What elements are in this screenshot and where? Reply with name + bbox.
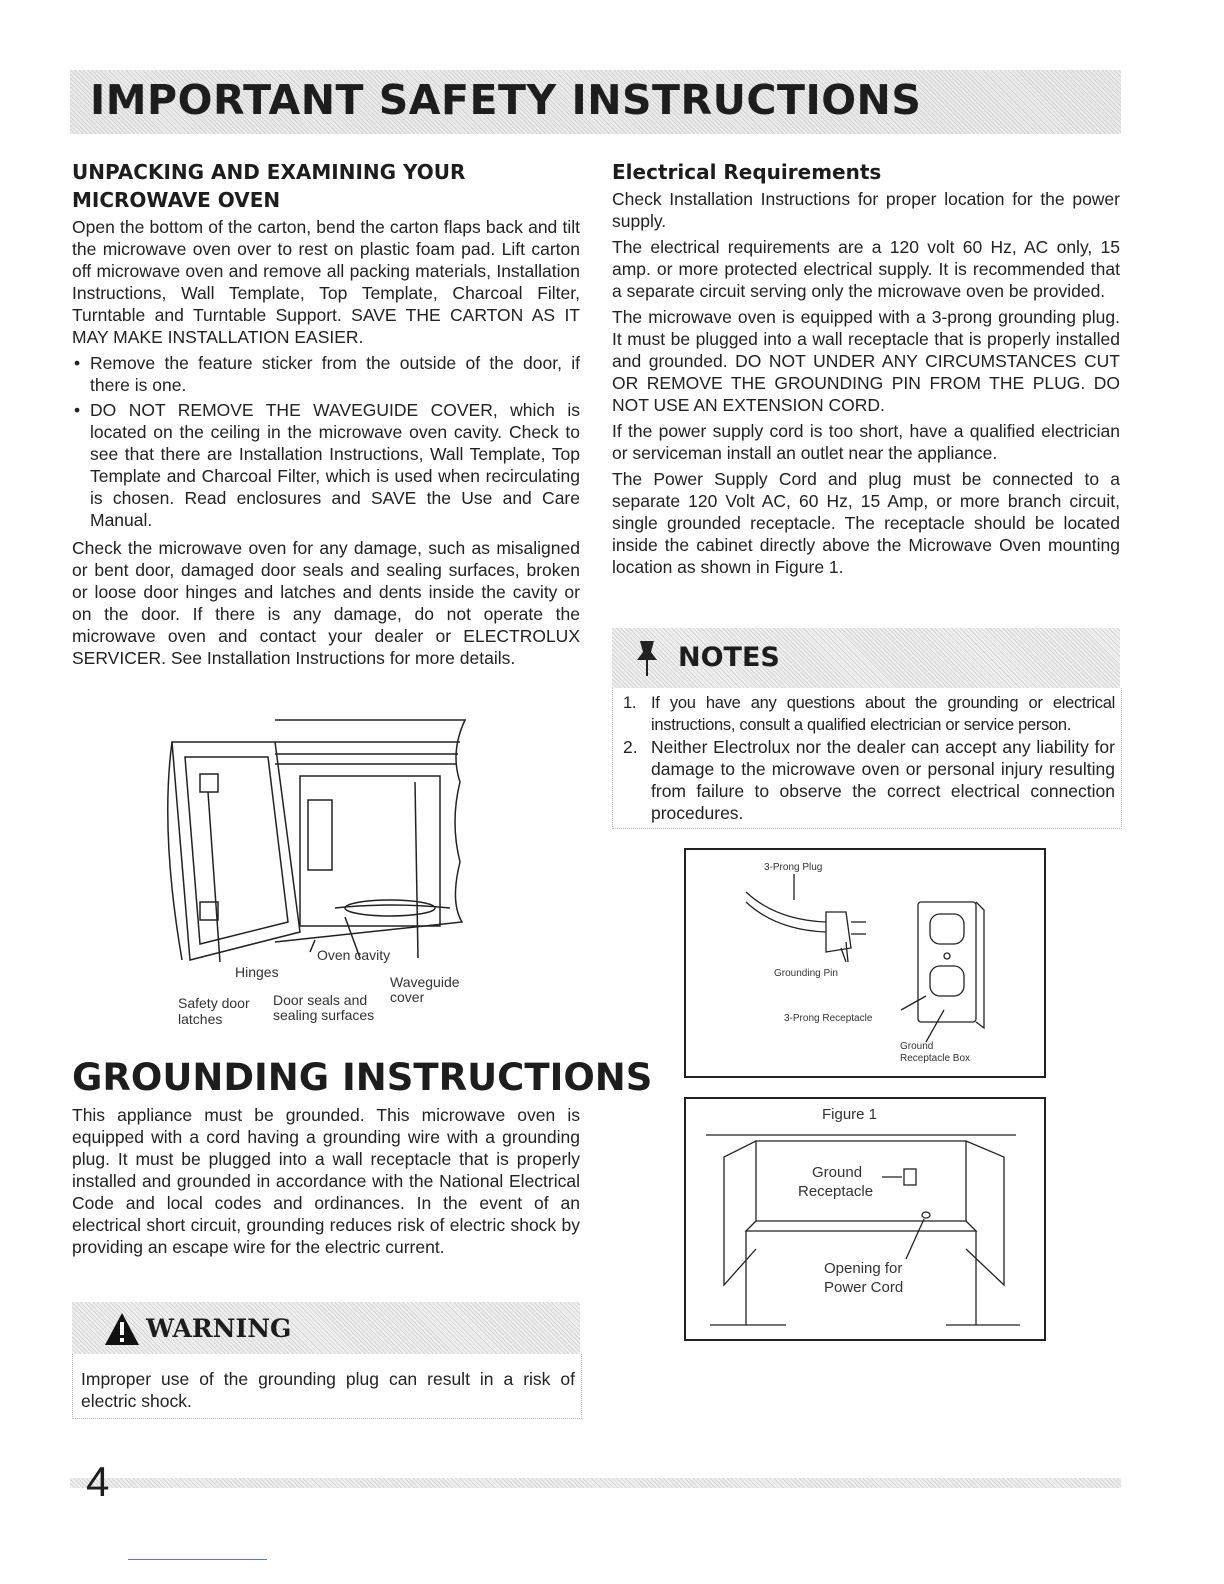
label-oven-cavity: Oven cavity: [317, 947, 391, 963]
label-opening: Opening for: [824, 1260, 903, 1277]
note-item: [623, 692, 1115, 736]
label-door-seals: Door seals and: [273, 992, 368, 1008]
unpacking-intro: Open the bottom of the carton, bend the carton flaps back and tilt the microwave oven over to rest on plastic foam pad. Lift carton off microwave oven and remove all packing materials, Installation Instructions, Wall Template, Top Template, Charcoal Filter, Turntable and Turntable Support. SAVE THE CARTON AS IT MAY MAKE INSTALLATION EASIER.: [72, 217, 580, 347]
label-receptacle: 3-Prong Receptacle: [784, 1013, 873, 1024]
electrical-heading: Electrical Requirements: [612, 160, 882, 184]
electrical-paragraph: Check Installation Instructions for proper location for the power supply.: [612, 189, 1120, 231]
grounding-title: GROUNDING INSTRUCTIONS: [72, 1056, 653, 1099]
grounding-text: This appliance must be grounded. This microwave oven is equipped with a cord having a grounding wire with a grounding plug. It must be plugged into a wall receptacle that is properly installed and grounded in accordance with the National Electrical Code and local codes and ordinances. In the event of an electrical short circuit, grounding reduces risk of electric shock by providing an escape wire for the electric current.: [72, 1105, 580, 1257]
electrical-section: [612, 158, 1120, 582]
warning-text: Improper use of the grounding plug can result in a risk of electric shock.: [81, 1369, 575, 1411]
warning-box: [72, 1302, 580, 1418]
bullet-item: • DO NOT REMOVE THE WAVEGUIDE COVER, which is located on the ceiling in the microwave oven cavity. Check to see that there are Installation Instructions, Wall Template, Top Template and Charcoal Filter, which is used when recirculating is chosen. Read enclosures and SAVE the Use and Care Manual.: [72, 399, 580, 531]
page-number: 4: [86, 1458, 110, 1505]
unpacking-heading: UNPACKING AND EXAMINING YOUR MICROWAVE OVEN: [72, 160, 466, 212]
unpacking-bullets: [72, 352, 580, 531]
label-plug: 3-Prong Plug: [764, 862, 823, 873]
electrical-paragraph: The Power Supply Cord and plug must be connected to a separate 120 Volt AC, 60 Hz, 15 Amp, or more branch circuit, single grounded receptacle. The receptacle should be located inside the cabinet directly above the Microwave Oven mounting location as shown in Figure 1.: [612, 469, 1120, 577]
note-text: Neither Electrolux nor the dealer can accept any liability for damage to the microwave oven or personal injury resulting from failure to observe the correct electrical connection procedures.: [651, 737, 1115, 823]
page-title: IMPORTANT SAFETY INSTRUCTIONS: [90, 76, 922, 124]
plug-diagram: [684, 848, 1046, 1078]
damage-check-paragraph: Check the microwave oven for any damage, such as misaligned or bent door, damaged door seals and sealing surfaces, broken or loose door hinges and latches and dents inside the cavity or on the door. If there is any damage, do not operate the microwave oven and contact your dealer or ELECTROLUX SERVICER. See Installation Instructions for more details.: [72, 538, 580, 668]
note-number: 2.: [623, 737, 638, 757]
label-power-cord: Power Cord: [824, 1279, 904, 1296]
figure-1-title: Figure 1: [822, 1106, 878, 1123]
electrical-paragraph: If the power supply cord is too short, have a qualified electrician or serviceman install an outlet near the appliance.: [612, 421, 1120, 463]
label-receptacle: Receptacle: [798, 1183, 874, 1200]
warning-triangle-icon: [104, 1312, 140, 1346]
oven-drawing: [160, 712, 500, 962]
label-waveguide: Waveguide: [390, 974, 460, 990]
warning-title: WARNING: [146, 1314, 292, 1343]
label-sealing-surfaces: sealing surfaces: [273, 1007, 375, 1023]
plug-drawing: [686, 850, 1044, 1076]
label-ground: Ground: [812, 1164, 863, 1181]
label-ground: Ground: [900, 1041, 934, 1052]
electrical-paragraph: The microwave oven is equipped with a 3-prong grounding plug. It must be plugged into a wall receptacle that is properly installed and grounded. DO NOT UNDER ANY CIRCUMSTANCES CUT OR REMOVE THE GROUNDING PIN FROM THE PLUG. DO NOT USE AN EXTENSION CORD.: [612, 307, 1120, 415]
figure-1: [684, 1097, 1046, 1341]
unpacking-section: [72, 158, 580, 673]
bullet-item: • Remove the feature sticker from the outside of the door, if there is one.: [72, 352, 580, 396]
note-number: 1.: [623, 694, 637, 712]
notes-title: NOTES: [678, 642, 780, 673]
notes-list: [623, 692, 1115, 824]
label-grounding-pin: Grounding Pin: [774, 968, 838, 979]
warning-body: [72, 1354, 582, 1419]
note-text: If you have any questions about the grounding or electrical instructions, consult a qualified electrician or service person.: [651, 694, 1115, 734]
cabinet-drawing: [686, 1099, 1044, 1339]
footer-bar: [70, 1478, 1121, 1488]
electrical-paragraph: The electrical requirements are a 120 volt 60 Hz, AC only, 15 amp. or more protected electrical supply. It is recommended that a separate circuit serving only the microwave oven be provided.: [612, 237, 1120, 301]
notes-body: [612, 688, 1122, 829]
footer-link-line: [128, 1559, 267, 1560]
label-hinges: Hinges: [235, 964, 279, 980]
label-latches: latches: [178, 1011, 223, 1027]
notes-box: [612, 628, 1120, 828]
pushpin-icon: [632, 638, 662, 678]
label-waveguide-cover: cover: [390, 989, 425, 1005]
label-receptacle-box: Receptacle Box: [900, 1053, 971, 1064]
oven-diagram: [160, 712, 500, 1032]
note-item: [623, 736, 1115, 824]
label-safety-door: Safety door: [178, 995, 250, 1011]
